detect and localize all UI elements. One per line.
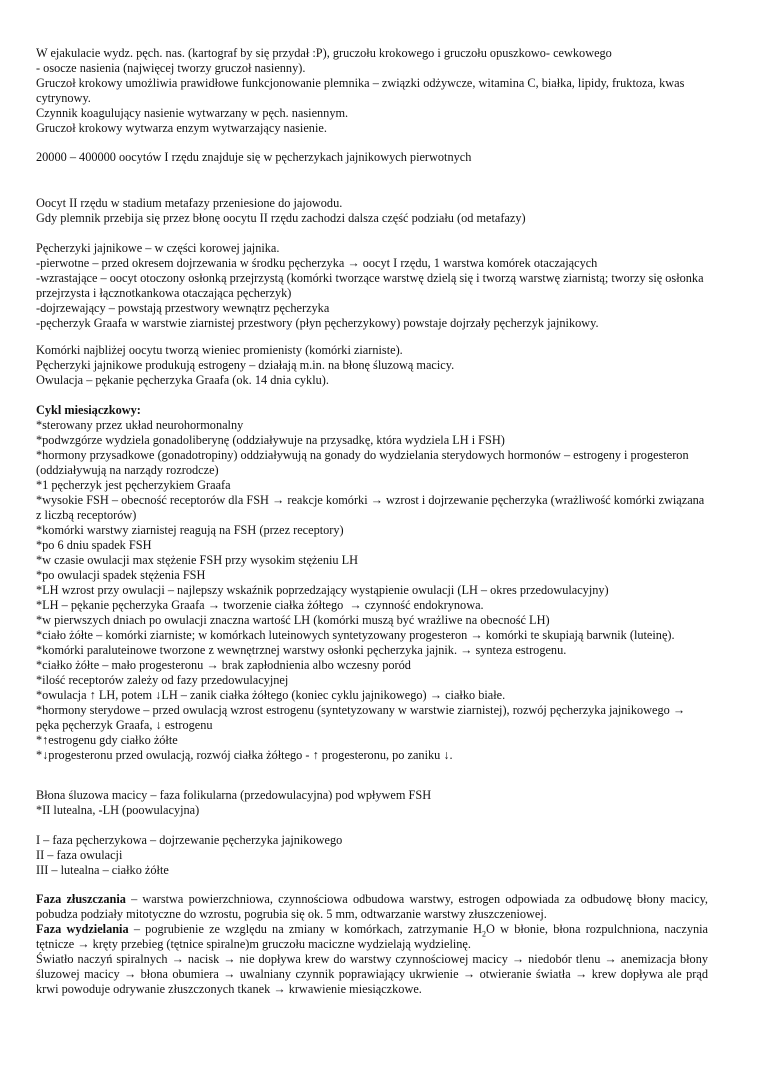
- section-heading: Cykl miesiączkowy:: [36, 403, 141, 417]
- menstrual-cycle-section: [36, 403, 708, 763]
- secretion-paragraph: Faza wydzielania – pogrubienie ze względu na zmiany w komórkach, zatrzymanie $H_2O$ w błonie, błona rozpulchniona, naczynia tętnicze → kręty przebieg (tętnice spiralne)m gruczołu maciczne wydzielają wydzielinę.: [36, 922, 712, 951]
- list-item: *hormony sterydowe – przed owulacją wzrost estrogenu (syntetyzowany w warstwie ziarnistej), rozwój pęcherzyka jajnikowego → pęka pęcherzyk Graafa, ↓ estrogenu: [36, 703, 689, 732]
- list-item: *ciałko żółte – mało progesteronu → brak zapłodnienia albo wczesny poród: [36, 658, 411, 672]
- text-line: -pierwotne – przed okresem dojrzewania w środku pęcherzyka → oocyt I rzędu, 1 warstwa komórek otaczających: [36, 256, 598, 270]
- list-item: *↓progesteronu przed owulacją, rozwój ciałka żółtego - ↑ progesteronu, po zaniku ↓.: [36, 748, 453, 762]
- phases-list: [36, 833, 708, 878]
- list-item: *LH – pękanie pęcherzyka Graafa → tworzenie ciałka żółtego → czynność endokrynowa.: [36, 598, 484, 612]
- text-line: Pęcherzyki jajnikowe – w części korowej jajnika.: [36, 241, 280, 255]
- list-item: *↑estrogenu gdy ciałko żółte: [36, 733, 178, 747]
- list-item: *komórki warstwy ziarnistej reagują na FSH (przez receptory): [36, 523, 344, 537]
- text-line: *II lutealna, -LH (poowulacyjna): [36, 803, 200, 817]
- list-item: *w pierwszych dniach po owulacji znaczna wartość LH (komórki muszą być wrażliwe na obecność LH): [36, 613, 550, 627]
- exfoliation-paragraph: Faza złuszczania – warstwa powierzchniowa, czynnościowa odbudowa warstwy, estrogen odpowiada za odbudowę błony macicy, pobudza podziały mitotyczne do wzrostu, pogrubia się ok. 5 mm, odtwarzanie warstwy złuszczeniowej.: [36, 892, 712, 921]
- endometrium-section: [36, 788, 708, 818]
- text-line: Gdy plemnik przebija się przez błonę oocytu II rzędu zachodzi dalsza część podziału (od metafazy): [36, 211, 526, 225]
- list-item: *po 6 dniu spadek FSH: [36, 538, 152, 552]
- oocyte-count-paragraph: [36, 150, 708, 165]
- list-item: *podwzgórze wydziela gonadoliberynę (oddziaływuje na przysadkę, która wydziela LH i FSH): [36, 433, 505, 447]
- text-line: Gruczoł krokowy umożliwia prawidłowe funkcjonowanie plemnika – związki odżywcze, witamina C, białka, lipidy, fruktoza, kwas cytrynowy.: [36, 76, 688, 105]
- list-item: *LH wzrost przy owulacji – najlepszy wskaźnik poprzedzający wystąpienie owulacji (LH – okres przedowulacyjny): [36, 583, 609, 597]
- phases-description: [36, 892, 712, 997]
- list-item: *sterowany przez układ neurohormonalny: [36, 418, 244, 432]
- text-line: Gruczoł krokowy wytwarza enzym wytwarzający nasienie.: [36, 121, 327, 135]
- oocyte-section: [36, 196, 708, 226]
- text-line: W ejakulacie wydz. pęch. nas. (kartograf by się przydał :P), gruczołu krokowego i gruczołu opuszkowo- cewkowego: [36, 46, 612, 60]
- text-line: 20000 – 400000 oocytów I rzędu znajduje się w pęcherzykach jajnikowych pierwotnych: [36, 150, 472, 164]
- list-item: III – lutealna – ciałko żółte: [36, 863, 169, 877]
- list-item: I – faza pęcherzykowa – dojrzewanie pęcherzyka jajnikowego: [36, 833, 343, 847]
- list-item: *komórki paraluteinowe tworzone z wewnętrznej warstwy osłonki pęcherzyka jajnik. → synteza estrogenu.: [36, 643, 567, 657]
- list-item: *wysokie FSH – obecność receptorów dla FSH → reakcje komórki → wzrost i dojrzewanie pęcherzyka (wrażliwość komórki związana z liczbą receptorów): [36, 493, 708, 522]
- text-line: -wzrastające – oocyt otoczony osłonką przejrzystą (komórki tworzące warstwę dzielą się i tworzą warstwę ziarnistą; tworzy się osłonka przejrzysta i łącznotkankowa otaczająca pęcherzyk): [36, 271, 707, 300]
- list-item: *1 pęcherzyk jest pęcherzykiem Graafa: [36, 478, 231, 492]
- list-item: *ciało żółte – komórki ziarniste; w komórkach luteinowych syntetyzowany progesteron → komórki te skupiają barwnik (luteinę).: [36, 628, 675, 642]
- text-line: Komórki najbliżej oocytu tworzą wieniec promienisty (komórki ziarniste).: [36, 343, 403, 357]
- text-line: Owulacja – pękanie pęcherzyka Graafa (ok. 14 dnia cyklu).: [36, 373, 329, 387]
- text-line: -pęcherzyk Graafa w warstwie ziarnistej przestwory (płyn pęcherzykowy) powstaje dojrzały pęcherzyk jajnikowy.: [36, 316, 599, 330]
- list-item: *po owulacji spadek stężenia FSH: [36, 568, 206, 582]
- ovulation-section: [36, 343, 708, 388]
- list-item: *ilość receptorów zależy od fazy przedowulacyjnej: [36, 673, 289, 687]
- list-item: *w czasie owulacji max stężenie FSH przy wysokim stężeniu LH: [36, 553, 359, 567]
- text-line: Pęcherzyki jajnikowe produkują estrogeny – działają m.in. na błonę śluzową macicy.: [36, 358, 455, 372]
- text-line: Błona śluzowa macicy – faza folikularna (przedowulacyjna) pod wpływem FSH: [36, 788, 432, 802]
- text-line: -dojrzewający – powstają przestwory wewnątrz pęcherzyka: [36, 301, 330, 315]
- list-item: *hormony przysadkowe (gonadotropiny) oddziaływują na gonady do wydzielania sterydowych hormonów – estrogeny i progesteron (oddziaływują na narządy rozrodcze): [36, 448, 692, 477]
- follicles-section: [36, 241, 708, 331]
- list-item: *owulacja ↑ LH, potem ↓LH – zanik ciałka żółtego (koniec cyklu jajnikowego) → ciałko białe.: [36, 688, 506, 702]
- list-item: II – faza owulacji: [36, 848, 123, 862]
- text-line: - osocze nasienia (najwięcej tworzy gruczoł nasienny).: [36, 61, 306, 75]
- semen-section: [36, 46, 708, 136]
- text-line: Oocyt II rzędu w stadium metafazy przeniesione do jajowodu.: [36, 196, 343, 210]
- bleeding-paragraph: Światło naczyń spiralnych → nacisk → nie dopływa krew do warstwy czynnościowej macicy → niedobór tlenu → anemizacja błony śluzowej macicy → błona obumiera → uwalniany czynnik poprawiający ukrwienie → otwieranie światła → krew dopływa ale prąd krwi powoduje odrywanie złuszczonych tkanek → krwawienie miesiączkowe.: [36, 952, 712, 996]
- text-line: Czynnik koagulujący nasienie wytwarzany w pęch. nasiennym.: [36, 106, 349, 120]
